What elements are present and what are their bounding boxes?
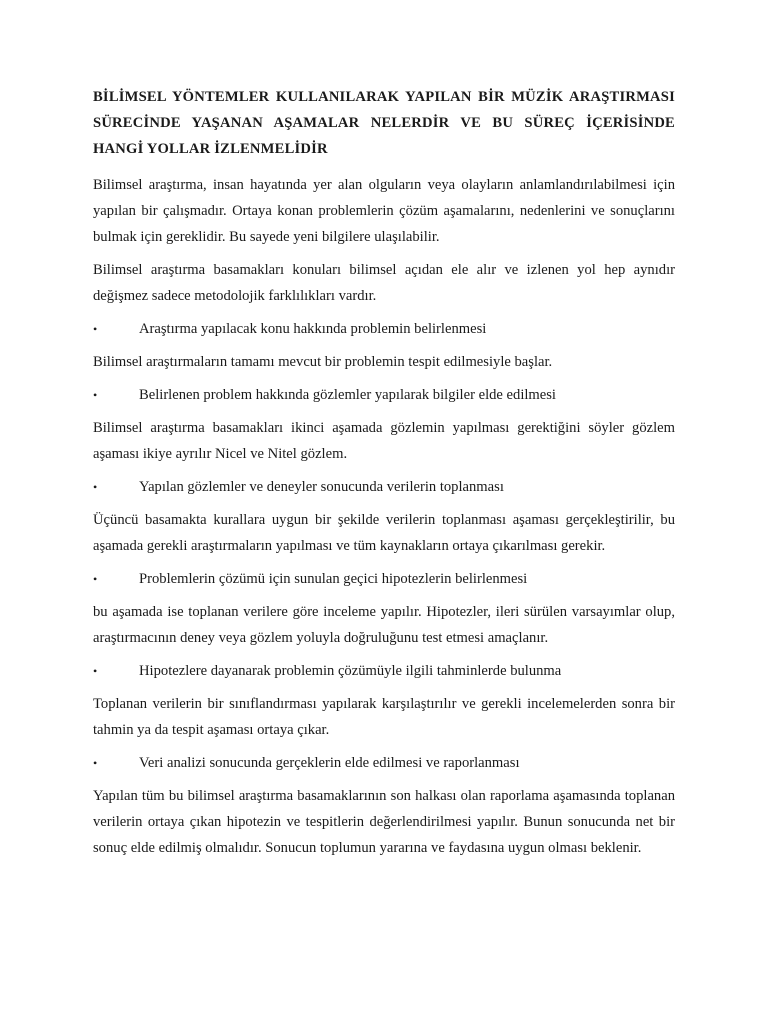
bullet-text: Veri analizi sonucunda gerçeklerin elde edilmesi ve raporlanması — [139, 755, 520, 771]
paragraph: Üçüncü basamakta kurallara uygun bir şekilde verilerin toplanması aşaması gerçekleştirilir, bu aşamada gerekli araştırmaların yapılması ve tüm kaynakların ortaya çıkarılması gerekir. — [93, 512, 675, 554]
bullet-text: Hipotezlere dayanarak problemin çözümüyle ilgili tahminlerde bulunma — [139, 663, 562, 679]
bullet-text: Belirlenen problem hakkında gözlemler yapılarak bilgiler elde edilmesi — [139, 387, 556, 403]
bullet-item — [93, 382, 675, 408]
paragraph: Bilimsel araştırma, insan hayatında yer alan olguların veya olayların anlamlandırılabilmesi için yapılan bir çalışmadır. Ortaya konan problemlerin çözüm aşamalarını, nedenlerini ve sonuçlarını bulmak için gereklidir. Bu sayede yeni bilgilere ulaşılabilir. — [93, 177, 675, 245]
document-body — [93, 172, 675, 861]
document-page — [93, 84, 675, 868]
bullet-text: Araştırma yapılacak konu hakkında problemin belirlenmesi — [139, 321, 487, 337]
paragraph: Bilimsel araştırma basamakları konuları bilimsel açıdan ele alır ve izlenen yol hep aynıdır değişmez sadece metodolojik farklılıkları vardır. — [93, 262, 675, 304]
paragraph: Toplanan verilerin bir sınıflandırması yapılarak karşılaştırılır ve gerekli incelemelerden sonra bir tahmin ya da tespit aşaması ortaya çıkar. — [93, 696, 675, 738]
bullet-item — [93, 658, 675, 684]
document-title: BİLİMSEL YÖNTEMLER KULLANILARAK YAPILAN BİR MÜZİK ARAŞTIRMASI SÜRECİNDE YAŞANAN AŞAMALAR NELERDİR VE BU SÜREÇ İÇERİSİNDE HANGİ YOLLAR İZLENMELİDİR — [93, 89, 675, 157]
bullet-icon: • — [93, 322, 98, 336]
bullet-item — [93, 750, 675, 776]
paragraph: Bilimsel araştırma basamakları ikinci aşamada gözlemin yapılması gerektiğini söyler gözlem aşaması ikiye ayrılır Nicel ve Nitel gözlem. — [93, 420, 675, 462]
bullet-icon: • — [93, 388, 98, 402]
bullet-icon: • — [93, 664, 98, 678]
bullet-text: Yapılan gözlemler ve deneyler sonucunda verilerin toplanması — [139, 479, 504, 495]
bullet-item — [93, 566, 675, 592]
bullet-text: Problemlerin çözümü için sunulan geçici hipotezlerin belirlenmesi — [139, 571, 528, 587]
bullet-icon: • — [93, 756, 98, 770]
paragraph: bu aşamada ise toplanan verilere göre inceleme yapılır. Hipotezler, ileri sürülen varsayımlar olup, araştırmacının deney veya gözlem yoluyla doğruluğunu test etmesi amaçlanır. — [93, 604, 675, 646]
bullet-item — [93, 316, 675, 342]
bullet-icon: • — [93, 480, 98, 494]
bullet-item — [93, 474, 675, 500]
paragraph: Yapılan tüm bu bilimsel araştırma basamaklarının son halkası olan raporlama aşamasında toplanan verilerin ortaya çıkan hipotezin ve tespitlerin değerlendirilmesi yapılır. Bunun sonucunda net bir sonuç elde edilmiş olmalıdır. Sonucun toplumun yararına ve faydasına uygun olması beklenir. — [93, 788, 675, 856]
paragraph: Bilimsel araştırmaların tamamı mevcut bir problemin tespit edilmesiyle başlar. — [93, 354, 553, 370]
bullet-icon: • — [93, 572, 98, 586]
